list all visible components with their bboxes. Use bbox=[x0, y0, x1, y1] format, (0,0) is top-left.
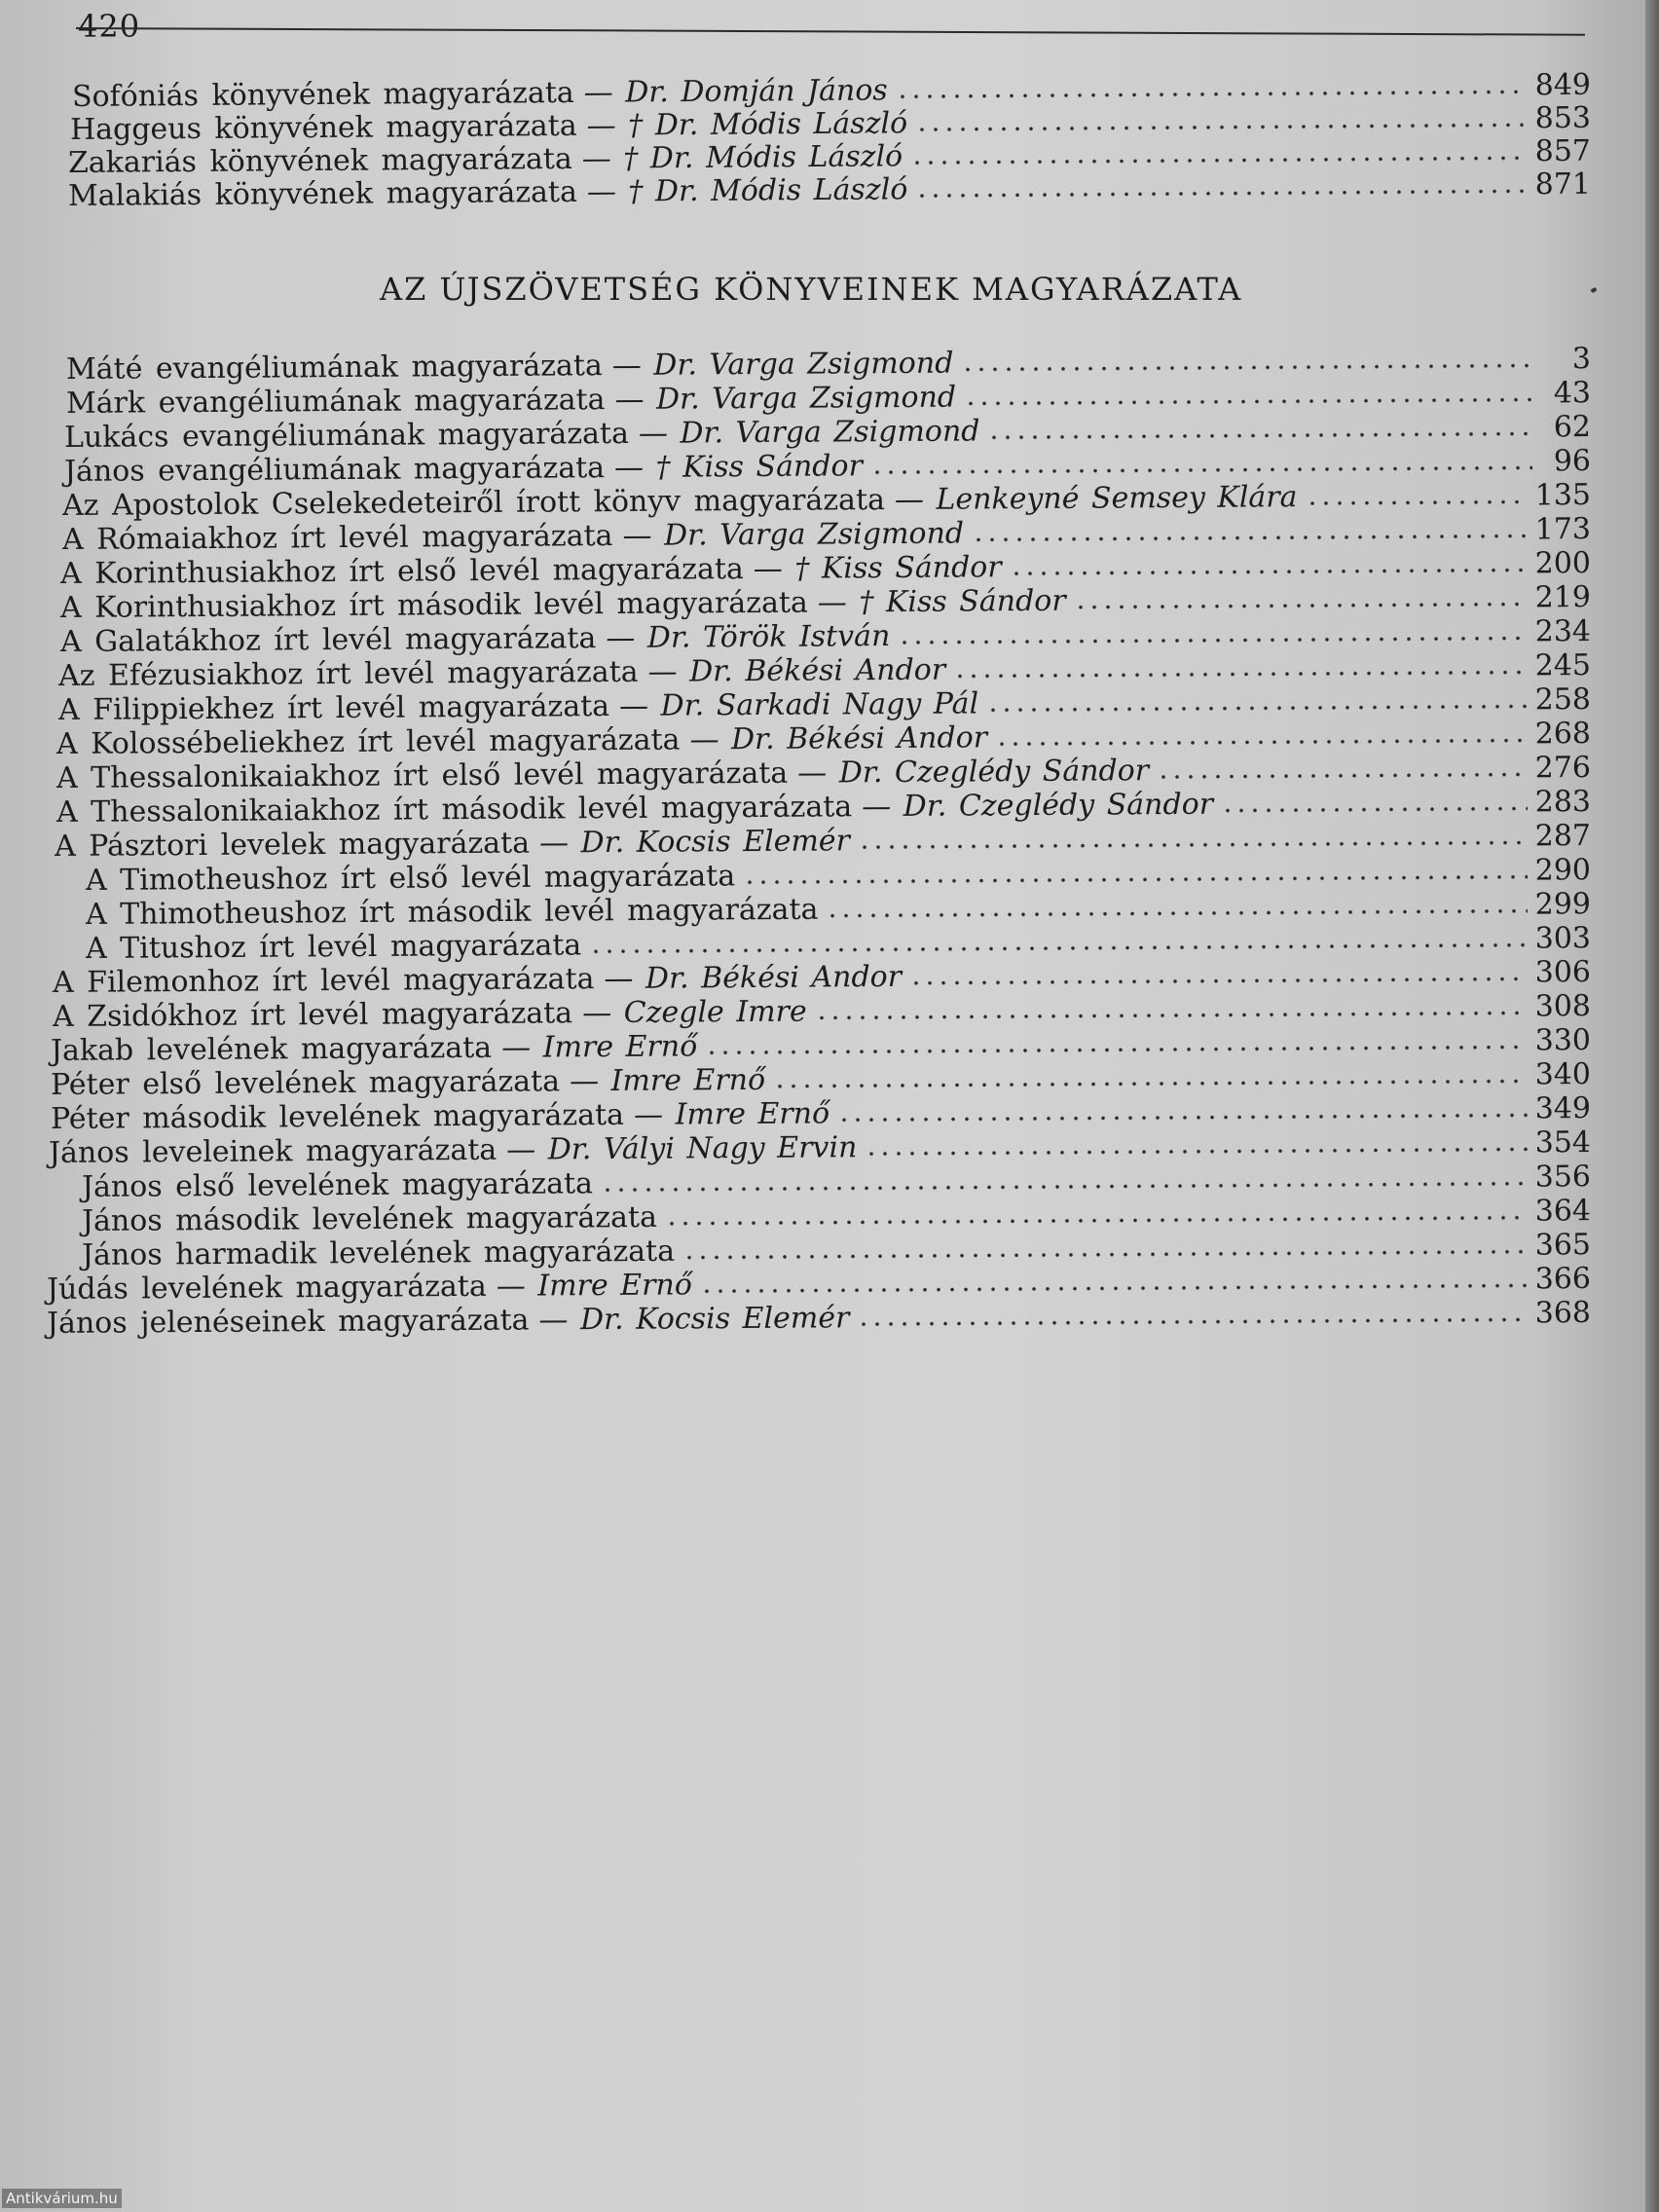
entry-title: A Thessalonikaiakhoz írt második levél magyarázata bbox=[55, 790, 853, 830]
dot-leader bbox=[743, 874, 1528, 886]
entry-title: János harmadik levelének magyarázata bbox=[81, 1234, 676, 1272]
entry-title: A Galatákhoz írt levél magyarázata bbox=[59, 621, 597, 659]
entry-title: Márk evangéliumának magyarázata bbox=[65, 383, 606, 421]
entry-title: Júdás levelének magyarázata bbox=[46, 1269, 487, 1307]
entry-page: 364 bbox=[1534, 1194, 1592, 1229]
entry-author: — Dr. Békési Andor bbox=[689, 720, 988, 757]
dot-leader bbox=[1157, 771, 1528, 780]
dot-leader bbox=[964, 396, 1532, 406]
entry-author: — Dr. Békési Andor bbox=[647, 652, 946, 689]
entry-author: — † Dr. Módis László bbox=[586, 106, 908, 143]
entry-author: — Imre Ernő bbox=[569, 1062, 766, 1099]
entry-author: — † Kiss Sándor bbox=[817, 583, 1066, 620]
dot-leader bbox=[682, 1249, 1528, 1261]
entry-page: 871 bbox=[1534, 166, 1592, 203]
entry-author: — Dr. Vályi Nagy Ervin bbox=[506, 1130, 858, 1167]
dot-leader bbox=[601, 1181, 1528, 1194]
entry-author: — Dr. Varga Zsigmond bbox=[622, 516, 965, 553]
entry-page: 173 bbox=[1534, 512, 1592, 547]
entry-page: 853 bbox=[1534, 100, 1592, 136]
entry-author: — Dr. Czeglédy Sándor bbox=[797, 754, 1150, 791]
entry-page: 234 bbox=[1534, 614, 1592, 649]
entry-page: 366 bbox=[1534, 1261, 1592, 1297]
dot-leader bbox=[987, 430, 1532, 440]
entry-author: — Dr. Varga Zsigmond bbox=[611, 346, 954, 384]
dot-leader bbox=[972, 533, 1528, 542]
dot-leader bbox=[1306, 498, 1528, 506]
entry-author: — Dr. Török István bbox=[606, 619, 891, 656]
dot-leader bbox=[837, 1112, 1528, 1123]
entry-page: 340 bbox=[1534, 1056, 1592, 1092]
entry-title: János jelenéseinek magyarázata bbox=[46, 1303, 530, 1341]
dot-leader bbox=[773, 1078, 1528, 1088]
entry-page: 349 bbox=[1534, 1090, 1592, 1126]
entry-page: 3 bbox=[1571, 342, 1592, 377]
entry-author: — † Kiss Sándor bbox=[753, 550, 1002, 587]
entry-page: 849 bbox=[1534, 67, 1592, 103]
entry-author: — Dr. Békési Andor bbox=[604, 959, 903, 997]
entry-page: 330 bbox=[1534, 1022, 1592, 1058]
entry-author: — Imre Ernő bbox=[501, 1029, 698, 1065]
dot-leader bbox=[815, 1010, 1528, 1020]
dot-leader bbox=[857, 1316, 1527, 1327]
entry-author: — † Dr. Módis László bbox=[581, 139, 903, 176]
entry-author: — Imre Ernő bbox=[496, 1268, 692, 1304]
entry-title: A Korinthusiakhoz írt első levél magyarázata bbox=[59, 552, 744, 591]
dot-leader bbox=[870, 464, 1532, 475]
entry-title: Sofóniás könyvének magyarázata bbox=[71, 75, 574, 114]
page-number: 420 bbox=[78, 8, 141, 45]
entry-page: 308 bbox=[1534, 988, 1592, 1024]
dot-leader bbox=[1221, 805, 1528, 813]
dot-leader bbox=[665, 1215, 1528, 1227]
entry-title: A Filemonhoz írt levél magyarázata bbox=[52, 962, 595, 1000]
entry-page: 368 bbox=[1534, 1295, 1592, 1331]
entry-author: — Dr. Kocsis Elemér bbox=[538, 1301, 850, 1338]
entry-title: A Kolossébeliekhez írt levél magyarázata bbox=[55, 722, 681, 761]
entry-page: 258 bbox=[1534, 682, 1592, 718]
dot-leader bbox=[961, 362, 1532, 372]
dot-leader bbox=[589, 942, 1528, 955]
entry-author: — Dr. Varga Zsigmond bbox=[638, 414, 980, 451]
entry-title: János evangéliumának magyarázata bbox=[63, 451, 606, 489]
entry-page: 365 bbox=[1534, 1228, 1592, 1263]
entry-author: — Czegle Imre bbox=[582, 994, 807, 1031]
entry-author: — Dr. Domján János bbox=[583, 73, 888, 110]
entry-title: János első levelének magyarázata bbox=[81, 1166, 594, 1204]
section-heading: AZ ÚJSZÖVETSÉG KÖNYVEINEK MAGYARÁZATA bbox=[380, 271, 1243, 308]
dot-leader bbox=[826, 908, 1527, 919]
entry-title: Zakariás könyvének magyarázata bbox=[67, 141, 572, 180]
entry-title: Malakiás könyvének magyarázata bbox=[67, 174, 578, 213]
entry-page: 306 bbox=[1534, 954, 1592, 990]
entry-title: A Rómaiakhoz írt levél magyarázata bbox=[61, 519, 613, 557]
entry-page: 290 bbox=[1534, 853, 1592, 888]
entry-page: 135 bbox=[1534, 478, 1592, 513]
dot-leader bbox=[995, 737, 1528, 747]
entry-author: — Dr. Czeglédy Sándor bbox=[862, 787, 1214, 825]
entry-author: — Imre Ernő bbox=[633, 1096, 830, 1132]
entry-title: János leveleinek magyarázata bbox=[48, 1132, 498, 1170]
entry-title: Az Efézusiakhoz írt levél magyarázata bbox=[57, 654, 639, 693]
entry-author: — † Dr. Módis László bbox=[586, 172, 908, 209]
dot-leader bbox=[909, 976, 1528, 985]
entry-page: 303 bbox=[1534, 921, 1592, 956]
entry-title: Péter második levelének magyarázata bbox=[50, 1097, 625, 1136]
entry-title: A Zsidókhoz írt levél magyarázata bbox=[52, 996, 573, 1034]
dot-leader bbox=[986, 703, 1528, 713]
entry-title: A Timotheushoz írt első levél magyarázata bbox=[85, 859, 736, 898]
entry-title: A Thimotheushoz írt második levél magyarázata bbox=[85, 892, 819, 932]
dot-leader bbox=[705, 1044, 1528, 1055]
dot-leader bbox=[700, 1282, 1528, 1294]
dot-leader bbox=[865, 1146, 1527, 1157]
entry-page: 857 bbox=[1534, 133, 1592, 169]
entry-page: 62 bbox=[1553, 410, 1592, 445]
entry-title: János második levelének magyarázata bbox=[81, 1199, 658, 1238]
entry-title: Jakab levelének magyarázata bbox=[50, 1030, 493, 1068]
entry-author: — Dr. Varga Zsigmond bbox=[614, 380, 957, 418]
entry-author: — † Kiss Sándor bbox=[613, 449, 863, 486]
entry-title: A Thessalonikaiakhoz írt első levél magyarázata bbox=[55, 756, 789, 795]
dot-leader bbox=[858, 839, 1528, 850]
entry-page: 354 bbox=[1534, 1124, 1592, 1161]
entry-page: 287 bbox=[1534, 818, 1592, 854]
entry-title: A Filippiekhez írt levél magyarázata bbox=[57, 689, 610, 727]
entry-title: A Titushoz írt levél magyarázata bbox=[85, 928, 582, 966]
entry-page: 200 bbox=[1534, 546, 1592, 581]
entry-page: 43 bbox=[1553, 376, 1592, 411]
entry-title: Az Apostolok Cselekedeteiről írott könyv magyarázata bbox=[61, 483, 886, 523]
entry-author: — Dr. Kocsis Elemér bbox=[538, 824, 851, 861]
entry-page: 96 bbox=[1553, 444, 1592, 479]
watermark: Antikvárium.hu bbox=[2, 2189, 122, 2208]
entry-page: 276 bbox=[1534, 750, 1592, 786]
entry-title: Máté evangéliumának magyarázata bbox=[65, 349, 603, 387]
entry-title: Lukács evangéliumának magyarázata bbox=[63, 416, 630, 455]
entry-title: Haggeus könyvének magyarázata bbox=[69, 108, 577, 147]
dot-leader bbox=[1010, 567, 1528, 576]
entry-page: 245 bbox=[1534, 648, 1592, 683]
dot-leader bbox=[898, 635, 1527, 645]
dot-leader bbox=[953, 669, 1528, 679]
entry-page: 299 bbox=[1534, 887, 1592, 922]
entry-page: 356 bbox=[1534, 1160, 1592, 1195]
entry-title: Péter első levelének magyarázata bbox=[50, 1064, 561, 1102]
entry-page: 268 bbox=[1534, 716, 1592, 752]
entry-title: A Pásztori levelek magyarázata bbox=[54, 826, 531, 864]
entry-author: — Dr. Sarkadi Nagy Pál bbox=[618, 686, 979, 723]
entry-page: 283 bbox=[1534, 784, 1592, 820]
dot-leader bbox=[1074, 601, 1528, 609]
entry-title: A Korinthusiakhoz írt második levél magyarázata bbox=[59, 585, 808, 625]
entry-page: 219 bbox=[1534, 580, 1592, 615]
entry-author: — Lenkeyné Semsey Klára bbox=[894, 480, 1298, 518]
